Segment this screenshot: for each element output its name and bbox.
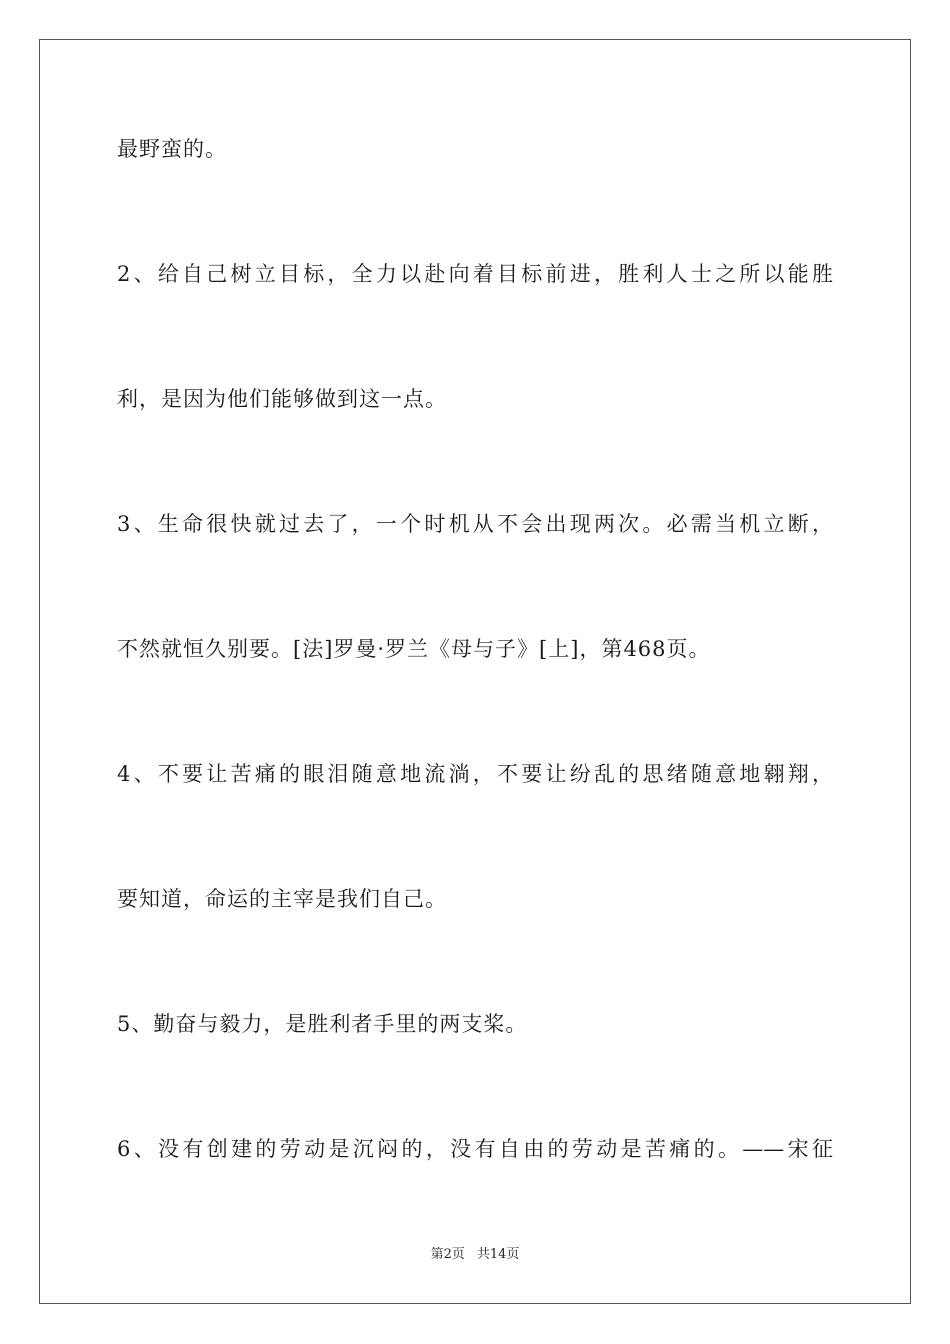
text-line-3: 利，是因为他们能够做到这一点。 [117, 387, 447, 411]
page-footer [0, 1247, 950, 1263]
page-total: 共14页 [476, 1247, 520, 1262]
page-number: 第2页 [430, 1247, 465, 1262]
page-border [39, 39, 911, 1304]
text-line-6: 4、不要让苦痛的眼泪随意地流淌，不要让纷乱的思绪随意地翱翔， [117, 762, 833, 786]
text-line-7: 要知道，命运的主宰是我们自己。 [117, 887, 447, 911]
text-line-1: 最野蛮的。 [117, 137, 227, 161]
text-line-8: 5、勤奋与毅力，是胜利者手里的两支桨。 [117, 1012, 528, 1036]
text-line-9: 6、没有创建的劳动是沉闷的，没有自由的劳动是苦痛的。——宋征 [117, 1137, 833, 1161]
text-line-4: 3、生命很快就过去了，一个时机从不会出现两次。必需当机立断， [117, 512, 833, 536]
text-line-5: 不然就恒久别要。[法]罗曼·罗兰《母与子》[上]，第468页。 [117, 637, 711, 661]
text-line-2: 2、给自己树立目标，全力以赴向着目标前进，胜利人士之所以能胜 [117, 262, 833, 286]
